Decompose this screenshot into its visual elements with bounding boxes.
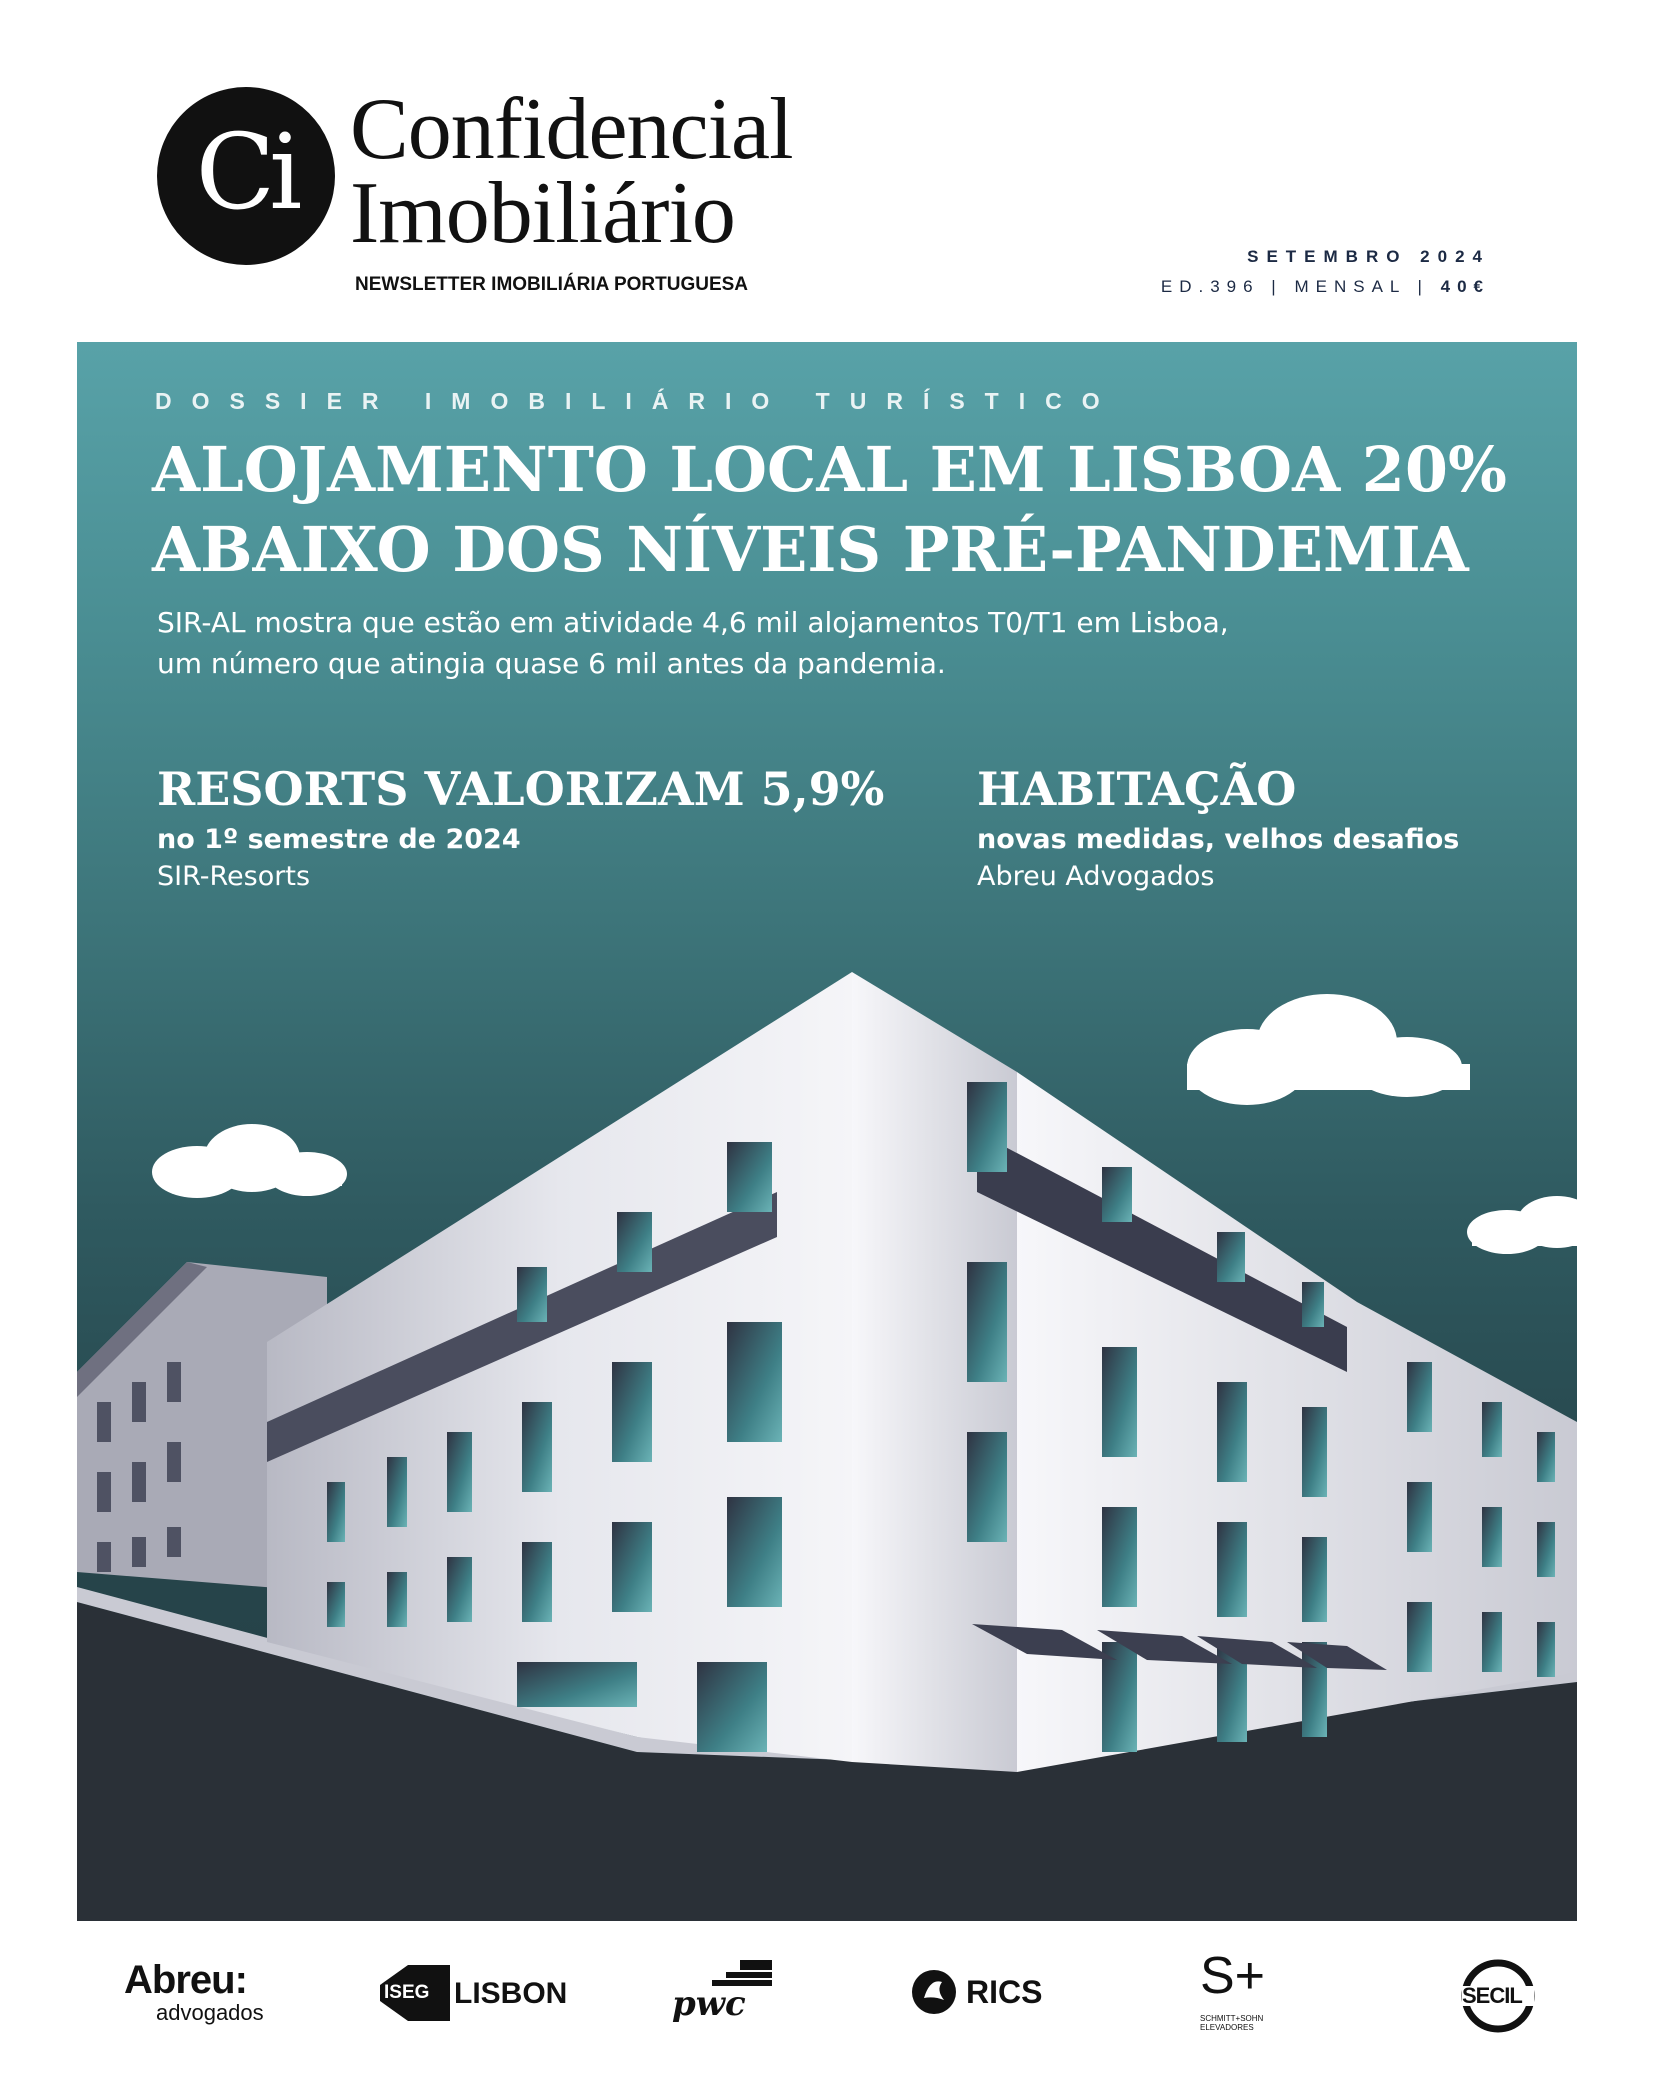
separator: | (1417, 277, 1429, 296)
brand-name-line2: Imobiliário (350, 165, 735, 262)
rics-crest-icon (910, 1968, 958, 2016)
brand-name-line1: Confidencial (350, 81, 793, 178)
brand-name (350, 81, 793, 262)
story-title: HABITAÇÃO (977, 762, 1297, 816)
sponsor-pwc-logo[interactable] (672, 1960, 782, 2030)
pwc-mark-icon (712, 1960, 772, 1986)
sponsor-name: Abreu: (124, 1958, 247, 2002)
schmitt-mark: S+ (1200, 1947, 1266, 2005)
story-subtitle: no 1º semestre de 2024 (157, 824, 521, 855)
story-habitacao[interactable] (977, 762, 1459, 892)
headline-line1: ALOJAMENTO LOCAL EM LISBOA 20% (152, 433, 1507, 506)
story-resorts[interactable] (157, 762, 884, 892)
cloud (1187, 994, 1470, 1105)
issue-details (1161, 277, 1490, 297)
cover-headline (152, 430, 1552, 590)
frequency: MENSAL (1294, 277, 1406, 296)
cover-deck (157, 602, 1457, 684)
issue-date: SETEMBRO 2024 (1247, 247, 1490, 266)
sponsor-secil-logo[interactable] (1460, 1958, 1536, 2034)
sponsor-sub: advogados (156, 2000, 264, 2025)
sponsor-name: LISBON (454, 1977, 568, 2010)
story-title: RESORTS VALORIZAM 5,9% (157, 762, 885, 816)
cloud (1467, 1196, 1577, 1254)
sponsor-name: RICS (966, 1974, 1043, 2010)
brand-logo-mark (157, 87, 335, 265)
sponsor-sub: ELEVADORES (1200, 2023, 1254, 2032)
sponsor-sub: SCHMITT+SOHN (1200, 2014, 1264, 2023)
sponsor-name: SECIL (1462, 1983, 1522, 2008)
dossier-kicker: DOSSIER IMOBILIÁRIO TURÍSTICO (155, 388, 1120, 414)
tagline: NEWSLETTER IMOBILIÁRIA PORTUGUESA (355, 274, 749, 295)
window-group (967, 1082, 1007, 1542)
deck-line2: um número que atingia quase 6 mil antes da pandemia. (157, 647, 946, 680)
sponsor-schmitt-logo[interactable] (1200, 1947, 1320, 2040)
headline-line2: ABAIXO DOS NÍVEIS PRÉ-PANDEMIA (152, 513, 1469, 586)
iseg-mark-text: ISEG (384, 1982, 430, 2003)
price: 40€ (1440, 277, 1490, 296)
sponsor-name: pwc (672, 1984, 746, 2024)
story-source: Abreu Advogados (977, 861, 1215, 892)
cover-panel (77, 342, 1577, 1921)
story-subtitle: novas medidas, velhos desafios (977, 824, 1460, 855)
separator: | (1271, 277, 1283, 296)
story-source: SIR-Resorts (157, 861, 311, 892)
edition-number: ED.396 (1160, 277, 1260, 296)
sponsor-abreu-logo[interactable] (124, 1960, 264, 2026)
deck-line1: SIR-AL mostra que estão em atividade 4,6 mil alojamentos T0/T1 em Lisboa, (157, 606, 1229, 639)
cloud (152, 1124, 347, 1198)
logo-mark-text: Ci (195, 111, 297, 233)
